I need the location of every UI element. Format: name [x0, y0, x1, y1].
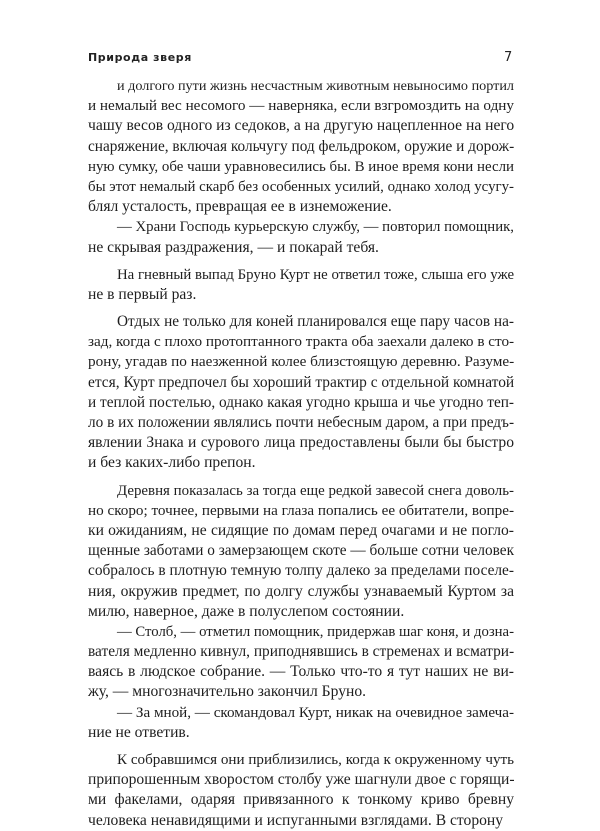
paragraph: [88, 750, 514, 831]
text-line: Отдых не только для коней планировался еще пару часов на-: [117, 313, 514, 331]
text-line: жу, — многозначительно закончил Бруно.: [88, 683, 367, 701]
text-line: но скоро; точнее, первыми на глаза попались ее обитатели, вопре-: [88, 501, 514, 519]
text-line: милю, наверное, даже в полуслепом состоянии.: [88, 602, 405, 620]
text-line: На гневный выпад Бруно Курт не ответил тоже, слыша его уже: [117, 266, 515, 283]
text-line: явлении Знака и сурового лица предоставлены были бы быстро: [88, 434, 514, 452]
paragraph: [88, 76, 514, 217]
page-number: 7: [504, 50, 513, 65]
text-line: вателя медленно кивнул, приподнявшись в стременах и всматри-: [88, 643, 515, 661]
paragraph: [88, 622, 514, 703]
text-line: припорошенным хворостом столбу уже шагнули двое с горящи-: [88, 771, 515, 789]
text-line: — Храни Господь курьерскую службу, — повторил помощник,: [117, 219, 514, 236]
paragraph: [88, 312, 514, 474]
paragraph: [88, 265, 514, 305]
text-line: ми факелами, одаряя привязанного к тонкому криво бревну: [88, 791, 514, 809]
text-line: К собравшимся они приблизились, когда к окруженному чуть: [117, 752, 514, 768]
text-line: ется, Курт предпочел бы хороший трактир с отдельной комнатой: [88, 373, 515, 391]
text-line: и без каких-либо препон.: [88, 454, 256, 472]
paragraph: [88, 481, 514, 622]
text-line: чашу весов одного из седоков, а на другую нацепленное на него: [88, 117, 515, 135]
text-line: Деревня показалась за тогда еще редкой завесой снега доволь-: [117, 482, 514, 499]
text-line: ваясь в людское собрание. — Только что-то я тут наших не ви-: [88, 663, 514, 681]
paragraph: [88, 217, 514, 257]
text-line: не скрывая раздражения, — и покарай тебя.: [88, 238, 379, 256]
text-line: собралось в плотную темную толпу далеко за пределами поселе-: [88, 562, 514, 580]
text-line: ния, окружив предмет, по долгу службы узнаваемый Куртом за: [88, 582, 514, 600]
text-line: и немалый вес несомого — наверняка, если взгромоздить на одну: [88, 97, 514, 115]
text-line: и теплой постелью, однако какая угодно крыша и чье угодно теп-: [88, 393, 514, 411]
text-line: бы этот немалый скарб без особенных усилий, однако холод усугу-: [88, 178, 514, 195]
paragraph: [88, 703, 514, 743]
running-title: Природа зверя: [88, 51, 192, 64]
text-line: рону, угадав по наезженной колее близстоящую деревню. Разуме-: [88, 353, 515, 371]
text-line: — Столб, — отметил помощник, придержав шаг коня, и дозна-: [117, 623, 514, 640]
text-line: снаряжение, включая кольчугу под фельдроком, оружие и дорож-: [88, 137, 515, 155]
text-line: ние не ответив.: [88, 723, 190, 741]
text-line: ную сумку, обе чаши уравновесились бы. В иное время кони несли: [88, 158, 514, 175]
text-line: ло в их положении являлись почти небесным даром, а при предъ-: [88, 414, 515, 431]
text-line: блял усталость, превращая ее в изнеможение.: [88, 198, 392, 216]
text-line: — За мной, — скомандовал Курт, никак на очевидное замеча-: [117, 704, 514, 721]
body-text: [88, 76, 514, 831]
text-line: и долгого пути жизнь несчастным животным невыносимо портил: [117, 78, 514, 94]
text-line: ки ожиданиям, не сидящие по домам перед очагами и не погло-: [88, 521, 514, 539]
text-line: не в первый раз.: [88, 285, 197, 303]
text-line: щенные заботами о замерзающем скоте — больше сотни человек: [88, 542, 514, 560]
text-line: человека ненавидящими и испуганными взглядами. В сторону: [88, 811, 504, 829]
text-line: зад, когда с плохо протоптанного тракта оба заехали далеко в сто-: [88, 333, 515, 351]
